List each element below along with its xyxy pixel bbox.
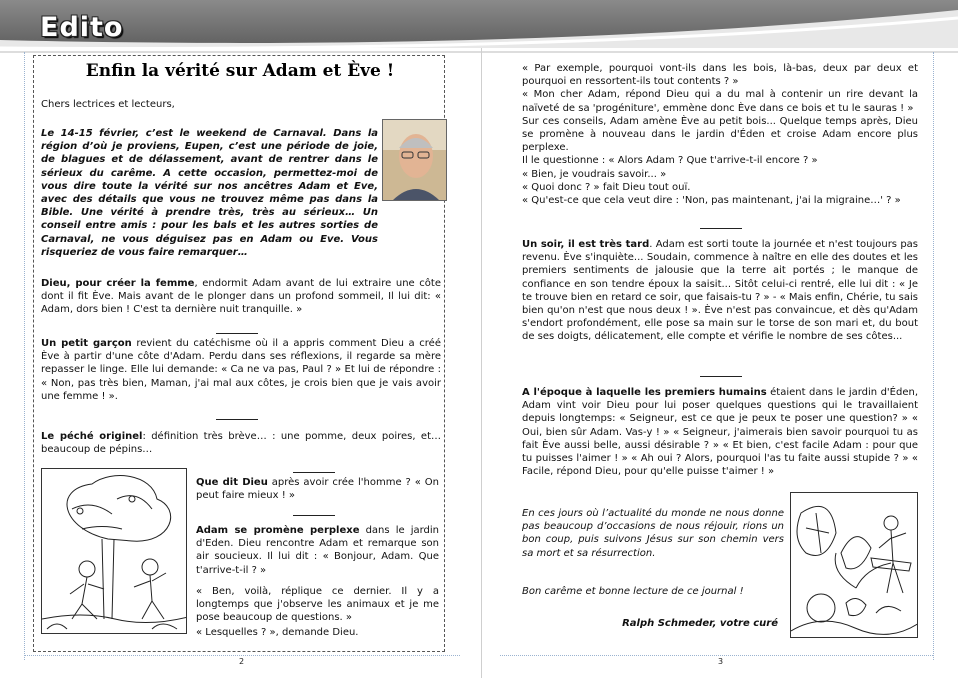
article-title: Enfin la vérité sur Adam et Ève ! xyxy=(85,61,395,81)
right-column-top xyxy=(522,62,918,207)
dialogue-line: « Mon cher Adam, répond Dieu qui a du mal à contenir un rire devant la naïveté de sa 'progéniture', emmène donc Ève dans ce bois et tu le sauras ! » xyxy=(522,89,918,114)
intro-text: Le 14-15 février, c’est le weekend de Carnaval. Dans la région d’où je proviens, Eupen, c’est une période de joie, de blagues et de délassement, avant de rentrer dans le sérieux du carême. A cette occasion, permettez-moi de vous dire toute la vérité sur nos ancêtres Adam et Eve, avec des détails que vous ne trouvez même pas dans la Bible. Une vérité à prendre très, très au sérieux… Un conseil entre amis : pour les bals et les autres sorties de Carnaval, ne vous déguisez pas en Adam ou Eve. Vous risqueriez de vous faire remarquer… xyxy=(41,128,378,258)
page-gutter xyxy=(481,48,482,678)
page-bottom-line-left xyxy=(24,655,460,656)
paragraph-petit-garcon: Un petit garçon revient du catéchisme où il a appris comment Dieu a créé Ève à partir d'une côte d'Adam. Perdu dans ses réflexions, il regarde sa mère repasser le linge. Elle lui demande: « Ca ne va pas, Paul ? » Et lui de répondre : « Non, pas très bien, Maman, j'ai mal aux côtes, je crois bien que je vais avoir une femme ! ». xyxy=(41,338,441,402)
dialogue-line: « Quoi donc ? » fait Dieu tout ouï. xyxy=(522,181,691,193)
intro-paragraph xyxy=(41,127,378,259)
closing-message: En ces jours où l’actualité du monde ne nous donne pas beaucoup d’occasions de nous réjouir, rions un bon coup, puis suivons Jésus sur son chemin vers sa mort et sa résurrection. xyxy=(522,508,784,559)
greeting: Chers lectrices et lecteurs, xyxy=(41,99,175,110)
signature: Ralph Schmeder, votre curé xyxy=(622,618,778,629)
paragraph-petit-garcon-lead: Un petit garçon xyxy=(41,338,132,349)
separator xyxy=(700,376,742,377)
paragraph-que-dit-dieu: Que dit Dieu après avoir crée l'homme ? « On peut faire mieux ! » xyxy=(196,477,439,502)
paragraph-creation: Dieu, pour créer la femme, endormit Adam avant de lui extraire une côte dont il fit Ève. Mais avant de le plonger dans un profond sommeil, Il lui dit: « Adam, dors bien ! C'est ta dernière nuit tranquille. » xyxy=(41,278,441,316)
paragraph-lesquelles: « Lesquelles ? », demande Dieu. xyxy=(196,627,359,638)
page-bottom-line-right xyxy=(500,655,933,656)
page-number-left: 2 xyxy=(239,657,245,666)
paragraph-que-dit-dieu-lead: Que dit Dieu xyxy=(196,477,268,488)
dialogue-line: « Bien, je voudrais savoir... » xyxy=(522,168,667,180)
dialogue-line: « Par exemple, pourquoi vont-ils dans les bois, là-bas, deux par deux et pourquoi en ressortent-ils tout contents ? » xyxy=(522,63,918,88)
page-margin-right xyxy=(933,52,934,660)
separator xyxy=(293,472,335,473)
paragraph-adam-perplexe-lead: Adam se promène perplexe xyxy=(196,525,360,536)
garden-illustration xyxy=(790,492,918,638)
paragraph-adam-perplexe: Adam se promène perplexe dans le jardin d'Eden. Dieu rencontre Adam et remarque son air soucieux. Il lui dit : « Bonjour, Adam. Que t'arrive-t-il ? » xyxy=(196,525,440,576)
paragraph-peche-lead: Le péché originel xyxy=(41,431,143,442)
paragraph-peche-originel: Le péché originel: définition très brève… : une pomme, deux poires, et… beaucoup de pépins… xyxy=(41,431,441,456)
paragraph-un-soir: Un soir, il est très tard. Adam est sorti toute la journée et n'est toujours pas revenu. Ève s'inquiète... Soudain, commence à naître en elle des doutes et les premiers sentiments de jalousie que la terre ait portés ; le manque de confiance en son tendre époux la saisit... Sitôt celui-ci rentré, elle lui dit : « Je te trouve bien en retard ce soir, que faisais-tu ? » - « Mais enfin, Chérie, tu sais bien qu'on n'est que nous deux ! ». Ève n'est pas convaincue, et dès qu'Adam s'endort profondément, elle pose sa main sur le torse de son mari et, du bout de ses doigts, délicatement, elle compte et vérifie le nombre de ses côtes... xyxy=(522,239,919,343)
header-swoosh xyxy=(0,0,958,60)
page-number-right: 3 xyxy=(718,657,724,666)
author-photo xyxy=(382,119,447,201)
dialogue-line: « Qu'est-ce que cela veut dire : 'Non, pas maintenant, j'ai la migraine…' ? » xyxy=(522,195,901,207)
separator xyxy=(293,515,335,516)
separator xyxy=(216,419,258,420)
closing-wish: Bon carême et bonne lecture de ce journal ! xyxy=(522,586,744,597)
separator xyxy=(700,228,742,229)
page-title: Edito xyxy=(40,12,124,43)
paragraph-creation-lead: Dieu, pour créer la femme xyxy=(41,278,195,289)
paragraph-un-soir-lead: Un soir, il est très tard xyxy=(522,239,650,250)
paragraph-epoque-lead: A l'époque à laquelle les premiers humains xyxy=(522,387,767,398)
page-margin-left xyxy=(24,52,25,660)
adam-eve-illustration xyxy=(41,468,187,634)
dialogue-line: Sur ces conseils, Adam amène Ève au petit bois... Quelque temps après, Dieu se promène à nouveau dans le jardin d'Éden et croise Adam encore plus perplexe. xyxy=(522,115,918,154)
separator xyxy=(216,333,258,334)
dialogue-line: Il le questionne : « Alors Adam ? Que t'arrive-t-il encore ? » xyxy=(522,155,818,167)
paragraph-epoque: A l'époque à laquelle les premiers humains étaient dans le jardin d'Éden, Adam vint voir Dieu pour lui poser quelques questions qui le travaillaient depuis longtemps: « Seigneur, est ce que je peux te poser une question? » « Oui, bien sûr Adam. Vas-y ! » « Seigneur, j'aimerais bien savoir pourquoi tu as fait Ève aussi belle, aussi désirable ? » « Et bien, c'est facile Adam : pour que tu puisses l'aimer ! » « Ah oui ? Alors, pourquoi l'as tu faite aussi stupide ? » « Facile, répond Dieu, pour qu'elle puisse t'aimer ! » xyxy=(522,387,919,478)
paragraph-adam-reply: « Ben, voilà, réplique ce dernier. Il y a longtemps que j'observe les animaux et je me pose beaucoup de questions. » xyxy=(196,586,439,624)
